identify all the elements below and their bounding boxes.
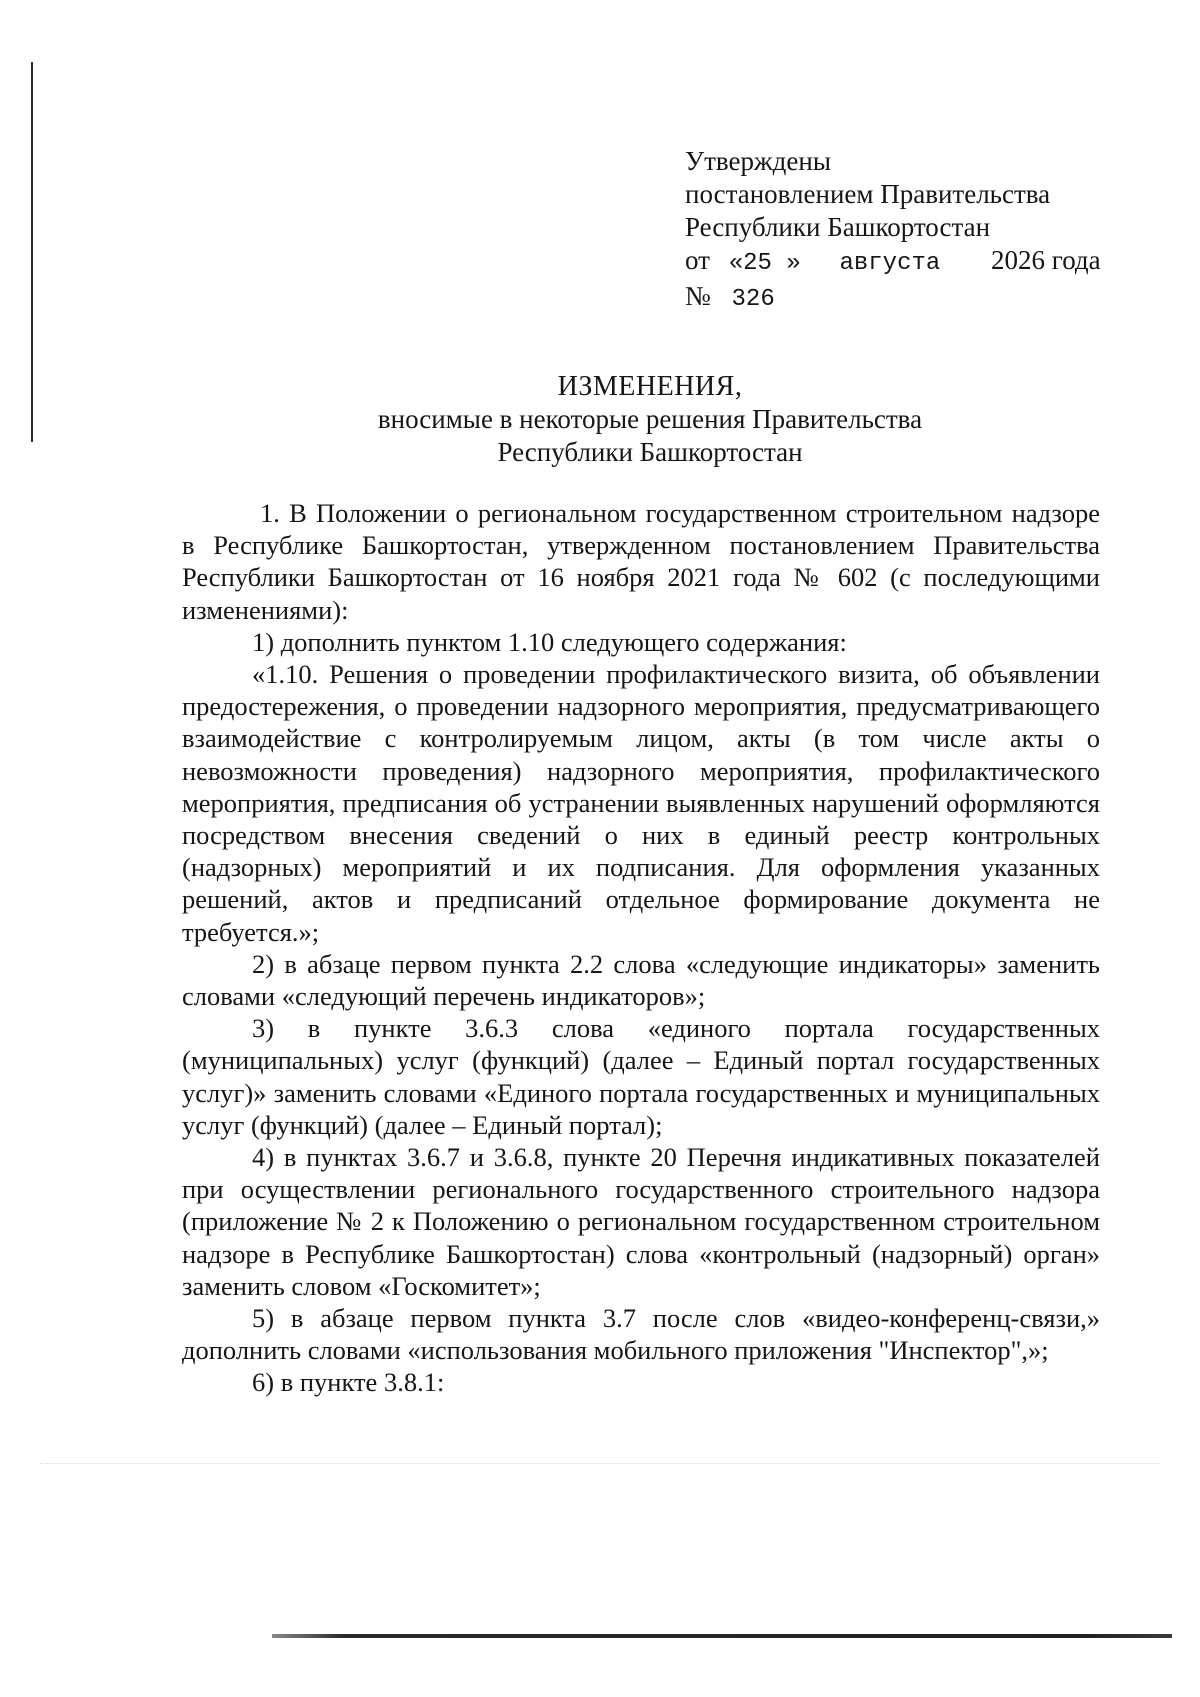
approval-line-approved: Утверждены	[685, 146, 831, 176]
date-year: 2026 года	[991, 245, 1101, 275]
number-prefix: №	[685, 281, 711, 311]
scan-edge-line	[31, 62, 33, 442]
paragraph-subitem-6: 6) в пункте 3.8.1:	[252, 1367, 445, 1398]
date-day: «25 »	[728, 250, 801, 277]
approval-date-line	[685, 244, 1101, 280]
approval-stamp-block	[685, 145, 1101, 316]
scan-bottom-edge	[272, 1634, 1172, 1638]
approval-line-resolution: постановлением Правительства	[685, 179, 1051, 209]
document-body	[182, 497, 1100, 1399]
paragraph-subitem-3: 3) в пункте 3.6.3 слова «единого портала государственных (муниципальных) услуг (функций) (далее – Единый портал государственных услуг)» заменить словами «Единого портала государственных и муниципальных услуг (функций) (далее – Единый портал);	[182, 1013, 1100, 1140]
paragraph-subitem-4: 4) в пунктах 3.6.7 и 3.6.8, пункте 20 Перечня индикативных показателей при осуществлении регионального государственного строительного надзора (приложение № 2 к Положению о региональном государственном строительном надзоре в Республике Башкортостан) слова «контрольный (надзорный) орган» заменить словом «Госкомитет»;	[182, 1142, 1100, 1301]
date-prefix: от	[685, 245, 710, 275]
paragraph-quote-1-10: «1.10. Решения о проведении профилактического визита, об объявлении предостережения, о проведении надзорного мероприятия, предусматривающего взаимодействие с контролируемым лицом, акты (в том числе акты о невозможности проведения) надзорного мероприятия, профилактического мероприятия, предписания об устранении выявленных нарушений оформляются посредством внесения сведений о них в единый реестр контрольных (надзорных) мероприятий и их подписания. Для оформления указанных решений, актов и предписаний отдельное формирование документа не требуется.»;	[182, 659, 1100, 947]
paragraph-subitem-1: 1) дополнить пунктом 1.10 следующего содержания:	[252, 626, 847, 657]
document-subtitle-line2: Республики Башкортостан	[497, 437, 803, 467]
paragraph-subitem-5: 5) в абзаце первом пункта 3.7 после слов «видео-конференц-связи,» дополнить словами «использования мобильного приложения "Инспектор",»;	[182, 1303, 1100, 1366]
document-title: ИЗМЕНЕНИЯ,	[557, 371, 743, 402]
document-subtitle-line1: вносимые в некоторые решения Правительства	[377, 404, 923, 434]
document-title-block	[180, 370, 1120, 469]
scan-artifact-dots	[40, 1463, 1160, 1465]
paragraph-subitem-2: 2) в абзаце первом пункта 2.2 слова «следующие индикаторы» заменить словами «следующий перечень индикаторов»;	[182, 948, 1100, 1012]
number-value: 326	[731, 286, 775, 313]
paragraph-item-1: 1. В Положении о региональном государственном строительном надзоре в Республике Башкортостан, утвержденном постановлением Правительства Республики Башкортостан от 16 ноября 2021 года № 602 (с последующими изменениями):	[182, 498, 1100, 625]
approval-number-line	[685, 280, 1101, 316]
date-month: августа	[839, 250, 941, 277]
approval-line-republic: Республики Башкортостан	[685, 212, 991, 242]
